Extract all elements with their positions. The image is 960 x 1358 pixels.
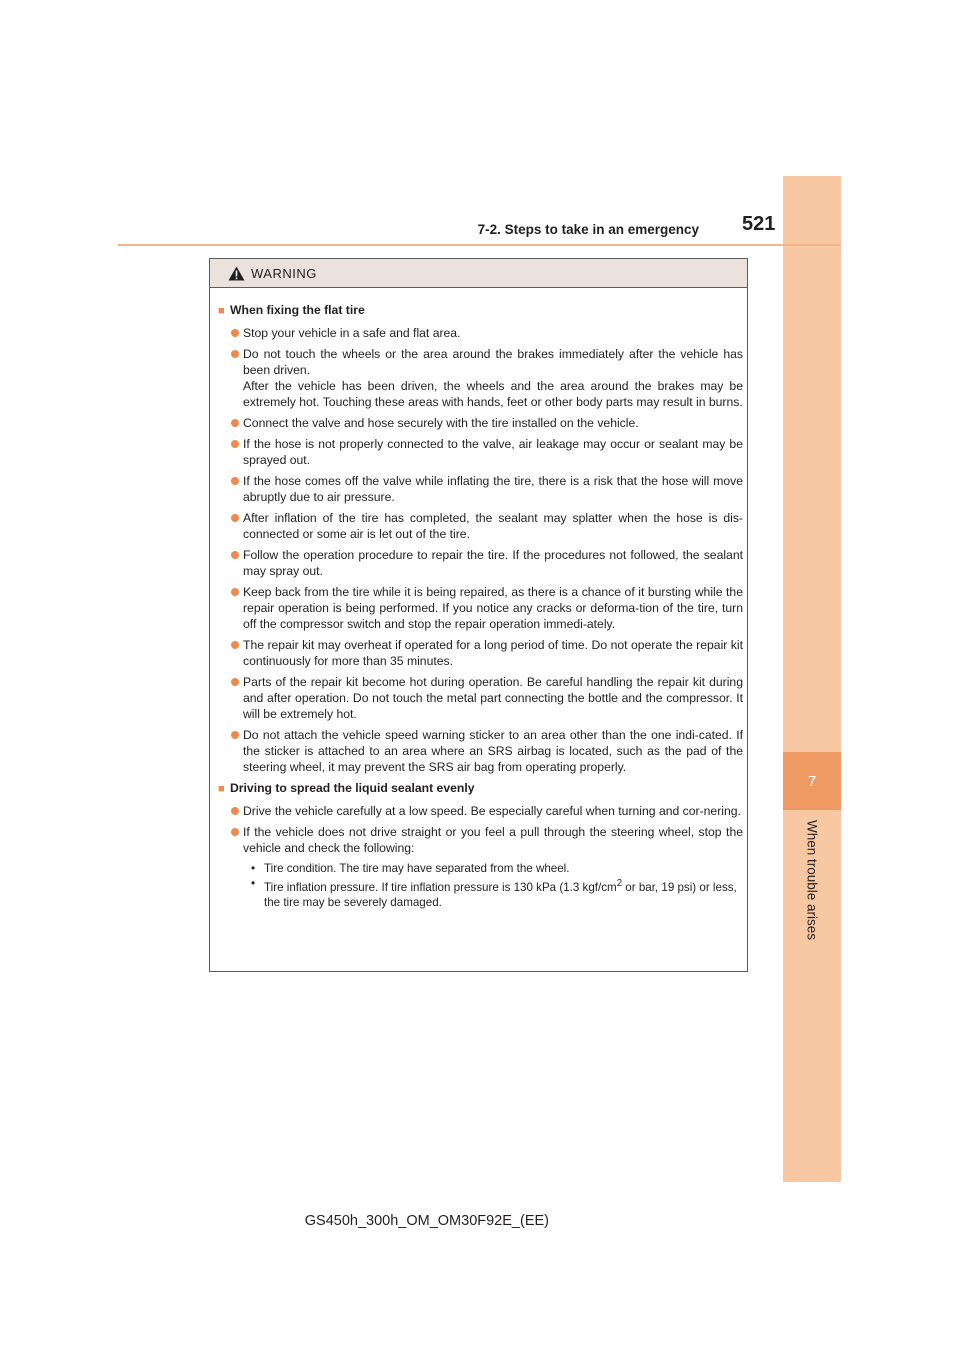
section-heading-text: When fixing the flat tire <box>230 303 365 317</box>
list-item-body <box>243 346 743 410</box>
list-item-text: Drive the vehicle carefully at a low speed. Be especially careful when turning and cor-nering. <box>243 804 741 818</box>
sub-list-item <box>251 876 743 910</box>
round-bullet-icon <box>231 678 239 686</box>
warning-body <box>210 288 747 910</box>
list-item-text: Follow the operation procedure to repair the tire. If the procedures not followed, the sealant may spray out. <box>243 548 743 578</box>
list-item-body <box>243 584 743 632</box>
sub-list-item-text <box>264 861 569 876</box>
list-item-text: After inflation of the tire has completed, the sealant may splatter when the hose is dis-connected or some air is let out of the tire. <box>243 511 743 541</box>
list-item <box>231 727 743 775</box>
list-item-body <box>243 547 743 579</box>
manual-code: GS450h_300h_OM_OM30F92E_(EE) <box>304 1213 549 1229</box>
list-item-text: Keep back from the tire while it is being repaired, as there is a chance of it bursting while the repair operation is being performed. If you notice any cracks or deforma-tion of the tire, turn off the compressor switch and stop the repair operation immedi-ately. <box>243 585 743 631</box>
section-heading <box>218 780 743 797</box>
sub-list-item-text <box>264 876 743 910</box>
warning-box <box>209 258 748 972</box>
sub-list-item <box>251 861 743 876</box>
warning-title: WARNING <box>251 265 317 281</box>
round-bullet-icon <box>231 419 239 427</box>
sub-list-text-after: or bar, 19 psi) or less, the tire may be severely damaged. <box>264 880 737 909</box>
square-bullet-icon: ■ <box>218 783 225 795</box>
list-item <box>231 346 743 410</box>
sub-list-text: Tire condition. The tire may have separated from the wheel. <box>264 862 570 875</box>
list-item <box>231 824 743 856</box>
list-item <box>231 325 743 341</box>
list-item-text: If the hose is not properly connected to the valve, air leakage may occur or sealant may be sprayed out. <box>243 437 743 467</box>
list-item-body <box>243 510 743 542</box>
list-item-text: Parts of the repair kit become hot during operation. Be careful handling the repair kit during and after operation. Do not touch the metal part connecting the bottle and the compressor. It will be extremely hot. <box>243 675 743 721</box>
list-item-text: If the hose comes off the valve while inflating the tire, there is a risk that the hose will move abruptly due to air pressure. <box>243 474 743 504</box>
superscript: 2 <box>616 878 623 889</box>
list-item <box>231 547 743 579</box>
list-item-body <box>243 674 743 722</box>
list-item-text: Stop your vehicle in a safe and flat area. <box>243 326 461 340</box>
list-item-body <box>243 436 743 468</box>
section-title: 7-2. Steps to take in an emergency <box>477 222 699 237</box>
round-bullet-icon <box>231 350 239 358</box>
small-bullet-icon: • <box>251 877 256 890</box>
round-bullet-icon <box>231 807 239 815</box>
list-item-text: If the vehicle does not drive straight or you feel a pull through the steering wheel, stop the vehicle and check the following: <box>243 825 743 855</box>
round-bullet-icon <box>231 641 239 649</box>
list-item <box>231 415 743 431</box>
round-bullet-icon <box>231 329 239 337</box>
round-bullet-icon <box>231 514 239 522</box>
small-bullet-icon: • <box>251 862 256 875</box>
warning-triangle-icon <box>228 266 245 281</box>
list-item <box>231 473 743 505</box>
round-bullet-icon <box>231 477 239 485</box>
list-item-text: Do not attach the vehicle speed warning sticker to an area other than the one indi-cated. If the sticker is attached to an area where an SRS airbag is located, such as the pad of the steering wheel, it may prevent the SRS air bag from operating properly. <box>243 728 743 774</box>
chapter-side-strip <box>783 176 841 1182</box>
list-item-body <box>243 325 743 341</box>
square-bullet-icon: ■ <box>218 305 225 317</box>
list-item-text: The repair kit may overheat if operated for a long period of time. Do not operate the repair kit continuously for more than 35 minutes. <box>243 638 743 668</box>
header-divider <box>118 244 841 246</box>
chapter-label: When trouble arises <box>804 819 820 941</box>
list-item <box>231 803 743 819</box>
round-bullet-icon <box>231 440 239 448</box>
chapter-number: 7 <box>807 772 817 790</box>
list-item-body <box>243 415 743 431</box>
list-item-body <box>243 637 743 669</box>
list-item-body <box>243 473 743 505</box>
round-bullet-icon <box>231 828 239 836</box>
list-item-extra-text: After the vehicle has been driven, the wheels and the area around the brakes may be extremely hot. Touching these areas with hands, feet or other body parts may result in burns. <box>243 379 743 409</box>
page-number: 521 <box>742 213 776 235</box>
warning-header <box>210 259 747 288</box>
list-item <box>231 584 743 632</box>
list-item <box>231 510 743 542</box>
list-item-body <box>243 803 743 819</box>
sub-list-text-before: Tire inflation pressure. If tire inflation pressure is 130 kPa (1.3 kgf/cm <box>264 880 617 894</box>
section-heading <box>218 302 743 319</box>
round-bullet-icon <box>231 731 239 739</box>
round-bullet-icon <box>231 551 239 559</box>
round-bullet-icon <box>231 588 239 596</box>
list-item-text: Connect the valve and hose securely with the tire installed on the vehicle. <box>243 416 639 430</box>
list-item <box>231 637 743 669</box>
list-item-body <box>243 727 743 775</box>
list-item <box>231 436 743 468</box>
list-item-text: Do not touch the wheels or the area around the brakes immediately after the vehicle has been driven. <box>243 347 743 377</box>
section-heading-text: Driving to spread the liquid sealant evenly <box>230 781 475 795</box>
list-item <box>231 674 743 722</box>
list-item-body <box>243 824 743 856</box>
